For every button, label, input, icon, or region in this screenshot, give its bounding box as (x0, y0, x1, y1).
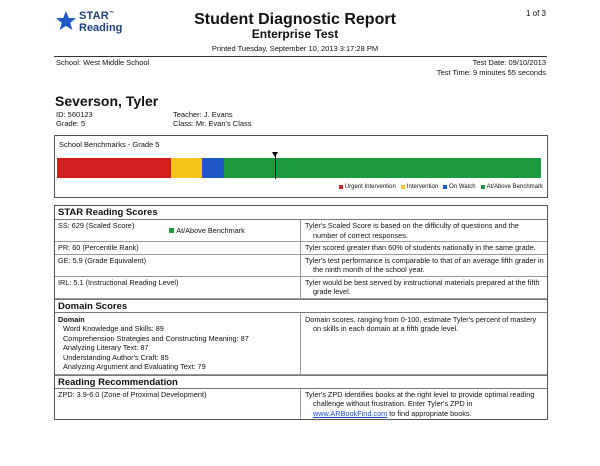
arbookfind-link[interactable]: www.ARBookFind.com (313, 408, 388, 418)
domain-heading: Domain (58, 314, 85, 324)
bar-urgent (57, 158, 171, 178)
domain-item: Word Knowledge and Skills: 89 (63, 324, 164, 333)
scores-table (54, 205, 548, 420)
table-row (55, 220, 547, 242)
table-row (55, 255, 547, 277)
instructional-level-desc: Tyler would be best served by instructional materials prepared at the fifth grade level. (305, 277, 540, 296)
benchmark-title: School Benchmarks - Grade 5 (59, 140, 160, 149)
teacher: Teacher: J. Evans (173, 110, 233, 119)
page-number: 1 of 3 (525, 9, 546, 18)
star-reading-logo (55, 8, 135, 36)
benchmark-status: At/Above Benchmark (169, 221, 245, 240)
report-subtitle: Enterprise Test (251, 27, 339, 41)
test-time: Test Time: 9 minutes 55 seconds (436, 68, 546, 77)
instructional-level: IRL: 5.1 (Instructional Reading Level) (55, 277, 301, 298)
logo-text-reading: Reading (79, 22, 123, 34)
zpd-range: ZPD: 3.9-6.0 (Zone of Proximal Development) (55, 389, 301, 420)
domain-item: Analyzing Literary Text: 87 (63, 343, 149, 352)
table-row (55, 313, 547, 375)
legend-urgent: Urgent Intervention (339, 184, 396, 190)
bar-intervention (171, 158, 202, 178)
header-divider (54, 56, 547, 57)
domain-item: Comprehension Strategies and Constructing Meaning: 87 (63, 333, 249, 343)
legend-on-watch: On Watch (443, 184, 475, 190)
bar-benchmark (224, 158, 541, 178)
printed-timestamp: Printed Tuesday, September 10, 2013 3:17:28 PM (211, 44, 379, 53)
legend-benchmark: At/Above Benchmark (481, 184, 543, 190)
grade-equivalent-desc: Tyler's test performance is comparable to that of an average fifth grader in the ninth month of the school year. (305, 255, 544, 274)
domain-item: Analyzing Argument and Evaluating Text: 79 (63, 362, 206, 371)
logo-text-star: STAR™ (79, 10, 115, 22)
score-marker-line (275, 155, 276, 179)
section-reading-scores: STAR Reading Scores (55, 206, 547, 220)
school-name: School: West Middle School (56, 58, 150, 67)
table-row (55, 277, 547, 299)
benchmark-panel (54, 135, 548, 198)
bar-on-watch (202, 158, 224, 178)
domain-item: Understanding Author's Craft: 85 (63, 352, 169, 362)
star-icon (55, 10, 77, 32)
scaled-score-desc: Tyler's Scaled Score is based on the difficulty of questions and the number of correct responses. (305, 221, 519, 240)
student-name: Severson, Tyler (55, 93, 159, 109)
domain-desc: Domain scores, ranging from 0-100, estimate Tyler's percent of mastery on skills in each domain at a fifth grade level. (305, 314, 537, 333)
legend-intervention: Intervention (401, 184, 438, 190)
table-row (55, 242, 547, 255)
score-marker-icon (272, 152, 278, 157)
status-square-icon (169, 228, 174, 233)
test-date: Test Date: 09/10/2013 (472, 58, 546, 67)
class-name: Class: Mr. Evan's Class (173, 119, 252, 128)
student-id: ID: 560123 (56, 110, 93, 119)
benchmark-legend (339, 184, 543, 190)
table-row (55, 389, 547, 420)
percentile-rank: PR: 60 (Percentile Rank) (55, 242, 301, 254)
section-reading-recommendation: Reading Recommendation (55, 375, 547, 389)
zpd-desc: Tyler's ZPD identifies books at the right level to provide optimal reading challenge without frustration. Enter Tyler's ZPD in www.ARBookFind.com to find appropriate books. (305, 389, 535, 418)
grade-equivalent: GE: 5.9 (Grade Equivalent) (55, 255, 301, 276)
section-domain-scores: Domain Scores (55, 299, 547, 313)
student-grade: Grade: 5 (56, 119, 86, 128)
percentile-rank-desc: Tyler scored greater than 60% of students nationally in the same grade. (305, 243, 536, 252)
report-title: Student Diagnostic Report (194, 11, 396, 28)
scaled-score: SS: 629 (Scaled Score) (58, 221, 135, 230)
